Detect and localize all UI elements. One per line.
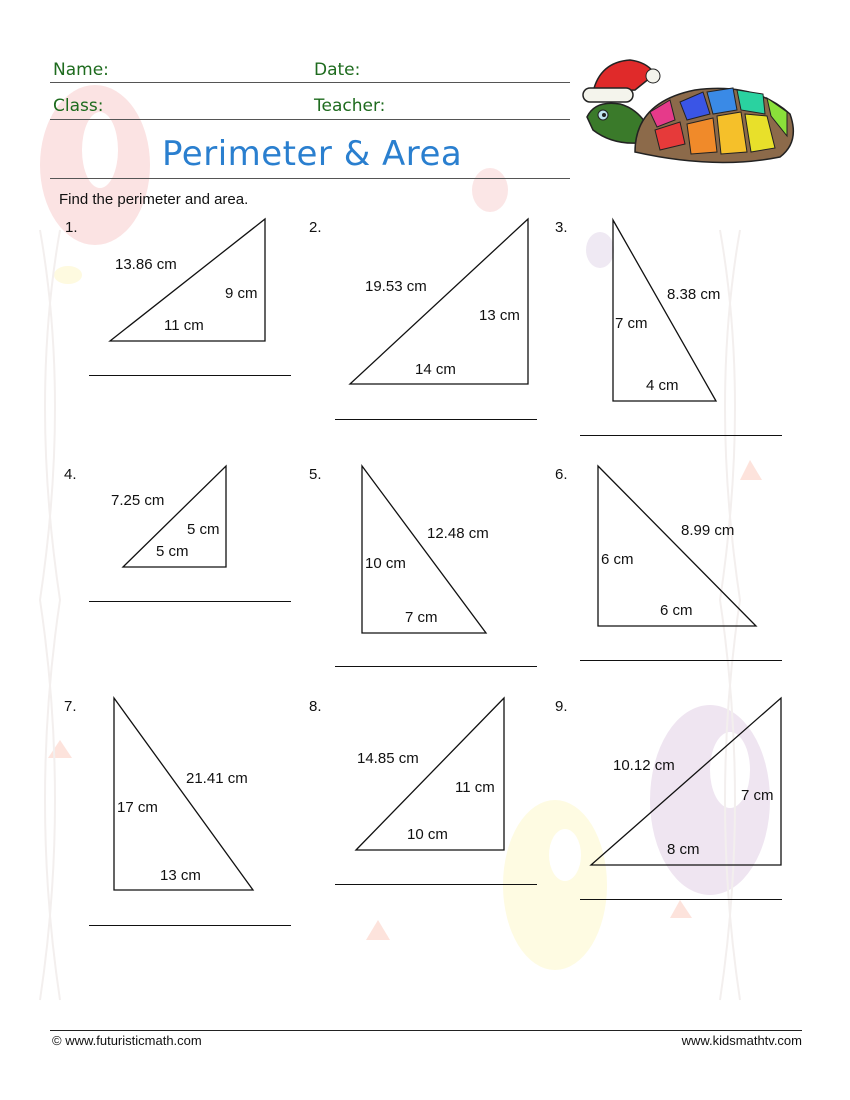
hypotenuse-label: 14.85 cm: [357, 750, 419, 767]
answer-line[interactable]: [580, 899, 782, 900]
vertical-side-label: 17 cm: [117, 799, 158, 816]
problem-number: 7.: [64, 698, 77, 715]
base-label: 5 cm: [156, 543, 189, 560]
footer-copyright: © www.futuristicmath.com: [52, 1033, 202, 1048]
hypotenuse-label: 7.25 cm: [111, 492, 165, 509]
hypotenuse-label: 8.99 cm: [681, 522, 735, 539]
class-label: Class:: [53, 96, 104, 116]
answer-line[interactable]: [89, 601, 291, 602]
answer-line[interactable]: [89, 375, 291, 376]
vertical-side-label: 11 cm: [455, 779, 495, 796]
problem-number: 4.: [64, 466, 77, 483]
triangle-9: [591, 698, 781, 865]
base-label: 7 cm: [405, 609, 438, 626]
problem-number: 8.: [309, 698, 322, 715]
hypotenuse-label: 12.48 cm: [427, 525, 489, 542]
hypotenuse-label: 8.38 cm: [667, 286, 721, 303]
hypotenuse-label: 13.86 cm: [115, 256, 177, 273]
footer-website: www.kidsmathtv.com: [681, 1033, 802, 1048]
triangle-5: [362, 466, 486, 633]
answer-line[interactable]: [89, 925, 291, 926]
vertical-side-label: 7 cm: [615, 315, 648, 332]
base-label: 4 cm: [646, 377, 679, 394]
class-teacher-rule: [50, 119, 570, 120]
vertical-side-label: 10 cm: [365, 555, 406, 572]
name-date-rule: [50, 82, 570, 83]
title-rule: [50, 178, 570, 179]
base-label: 10 cm: [407, 826, 448, 843]
vertical-side-label: 7 cm: [741, 787, 774, 804]
problem-number: 6.: [555, 466, 568, 483]
triangle-3: [613, 220, 716, 401]
date-label: Date:: [314, 60, 361, 80]
answer-line[interactable]: [580, 660, 782, 661]
base-label: 14 cm: [415, 361, 456, 378]
answer-line[interactable]: [335, 419, 537, 420]
hypotenuse-label: 19.53 cm: [365, 278, 427, 295]
triangle-7: [114, 698, 253, 890]
footer-rule: [50, 1030, 802, 1031]
base-label: 11 cm: [164, 317, 204, 334]
problem-number: 2.: [309, 219, 322, 236]
base-label: 6 cm: [660, 602, 693, 619]
name-label: Name:: [53, 60, 109, 80]
vertical-side-label: 6 cm: [601, 551, 634, 568]
hypotenuse-label: 21.41 cm: [186, 770, 248, 787]
triangle-2: [350, 219, 528, 384]
page-title: Perimeter & Area: [162, 134, 463, 174]
answer-line[interactable]: [335, 884, 537, 885]
vertical-side-label: 5 cm: [187, 521, 220, 538]
problem-number: 1.: [65, 219, 78, 236]
instructions: Find the perimeter and area.: [59, 191, 249, 208]
base-label: 13 cm: [160, 867, 201, 884]
teacher-label: Teacher:: [314, 96, 386, 116]
vertical-side-label: 9 cm: [225, 285, 258, 302]
answer-line[interactable]: [580, 435, 782, 436]
problem-number: 3.: [555, 219, 568, 236]
problem-number: 9.: [555, 698, 568, 715]
answer-line[interactable]: [335, 666, 537, 667]
turtle-mascot-icon: [575, 52, 805, 172]
problem-number: 5.: [309, 466, 322, 483]
hypotenuse-label: 10.12 cm: [613, 757, 675, 774]
vertical-side-label: 13 cm: [479, 307, 520, 324]
base-label: 8 cm: [667, 841, 700, 858]
